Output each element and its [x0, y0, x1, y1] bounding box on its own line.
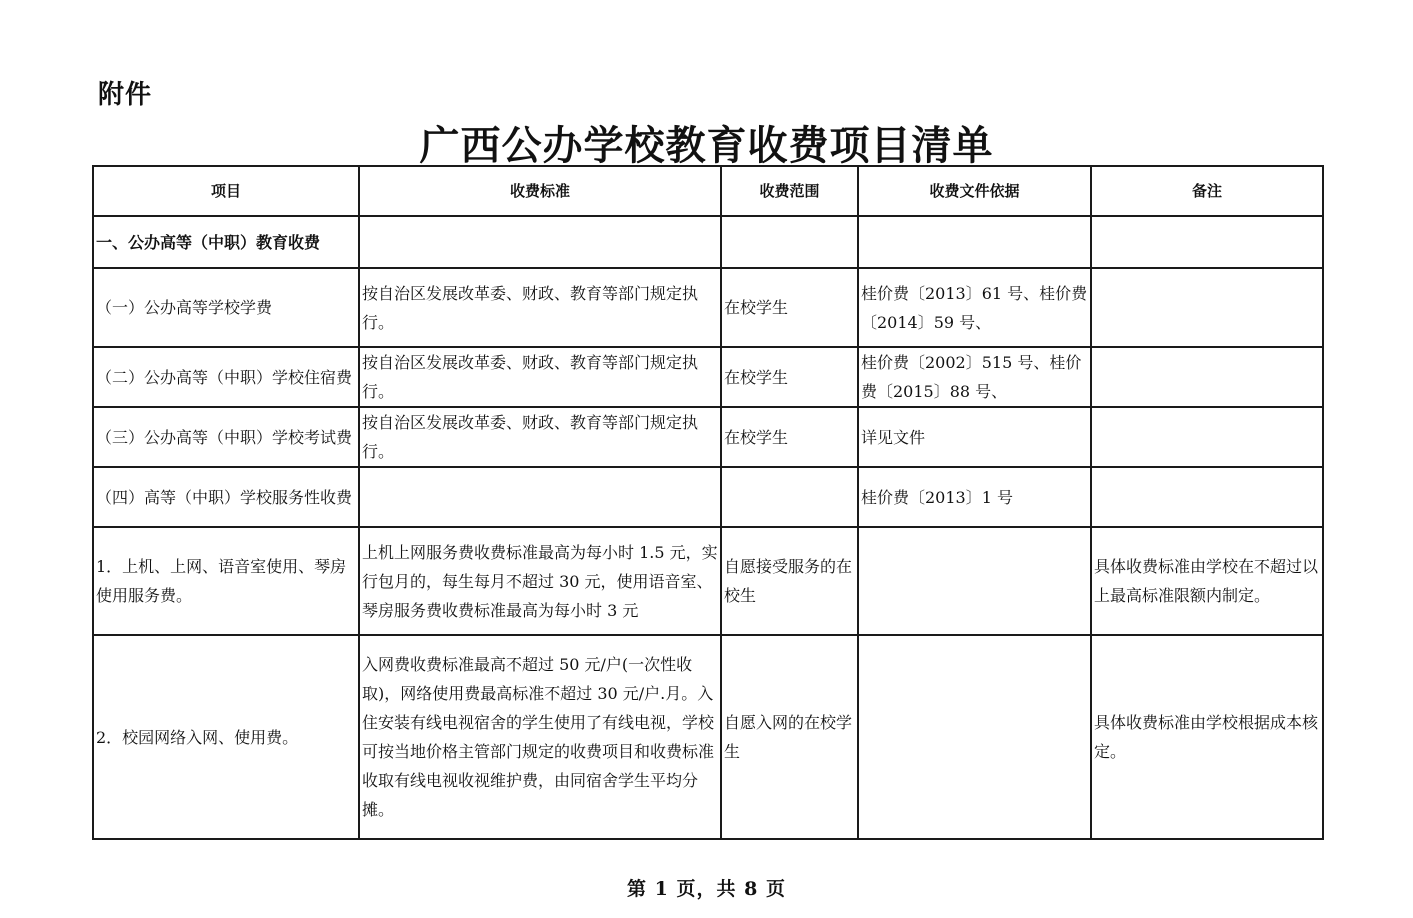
- category-cell: 一、公办高等（中职）教育收费: [93, 216, 359, 268]
- standard-cell: 按自治区发展改革委、财政、教育等部门规定执行。: [359, 347, 721, 407]
- header-standard: 收费标准: [359, 166, 721, 216]
- scope-cell: 自愿接受服务的在校生: [721, 527, 858, 635]
- item-cell: （二）公办高等（中职）学校住宿费: [93, 347, 359, 407]
- basis-cell: [858, 635, 1091, 839]
- table-row: [93, 216, 1323, 268]
- item-cell: （四）高等（中职）学校服务性收费: [93, 467, 359, 527]
- remarks-cell: [1091, 467, 1323, 527]
- scope-cell: 在校学生: [721, 407, 858, 467]
- remarks-cell: [1091, 407, 1323, 467]
- remarks-cell: 具体收费标准由学校在不超过以上最高标准限额内制定。: [1091, 527, 1323, 635]
- header-item: 项目: [93, 166, 359, 216]
- page-number: 第 1 页，共 8 页: [627, 878, 786, 900]
- table-row: [93, 467, 1323, 527]
- table-row: [93, 407, 1323, 467]
- header-remarks: 备注: [1091, 166, 1323, 216]
- basis-cell: 详见文件: [858, 407, 1091, 467]
- scope-cell: [721, 467, 858, 527]
- scope-cell: 自愿入网的在校学生: [721, 635, 858, 839]
- item-cell: 1．上机、上网、语音室使用、琴房使用服务费。: [93, 527, 359, 635]
- scope-cell: 在校学生: [721, 268, 858, 347]
- remarks-cell: [1091, 347, 1323, 407]
- remarks-cell: 具体收费标准由学校根据成本核定。: [1091, 635, 1323, 839]
- standard-cell: [359, 216, 721, 268]
- standard-cell: 按自治区发展改革委、财政、教育等部门规定执行。: [359, 407, 721, 467]
- table-row: [93, 635, 1323, 839]
- table-header-row: [93, 166, 1323, 216]
- item-cell: （一）公办高等学校学费: [93, 268, 359, 347]
- remarks-cell: [1091, 216, 1323, 268]
- basis-cell: 桂价费〔2002〕515 号、桂价费〔2015〕88 号、: [858, 347, 1091, 407]
- table-row: [93, 268, 1323, 347]
- standard-cell: 按自治区发展改革委、财政、教育等部门规定执行。: [359, 268, 721, 347]
- scope-cell: 在校学生: [721, 347, 858, 407]
- item-cell: （三）公办高等（中职）学校考试费: [93, 407, 359, 467]
- remarks-cell: [1091, 268, 1323, 347]
- basis-cell: 桂价费〔2013〕61 号、桂价费〔2014〕59 号、: [858, 268, 1091, 347]
- header-scope: 收费范围: [721, 166, 858, 216]
- table-row: [93, 347, 1323, 407]
- fee-table: [92, 165, 1324, 840]
- standard-cell: 上机上网服务费收费标准最高为每小时 1.5 元，实行包月的，每生每月不超过 30 元，使用语音室、琴房服务费收费标准最高为每小时 3 元: [359, 527, 721, 635]
- basis-cell: 桂价费〔2013〕1 号: [858, 467, 1091, 527]
- standard-cell: [359, 467, 721, 527]
- header-basis: 收费文件依据: [858, 166, 1091, 216]
- table-row: [93, 527, 1323, 635]
- basis-cell: [858, 216, 1091, 268]
- scope-cell: [721, 216, 858, 268]
- item-cell: 2．校园网络入网、使用费。: [93, 635, 359, 839]
- standard-cell: 入网费收费标准最高不超过 50 元/户(一次性收取)，网络使用费最高标准不超过 30 元/户.月。入住安装有线电视宿舍的学生使用了有线电视，学校可按当地价格主管部门规定的收费项目和收费标准收取有线电视收视维护费，由同宿舍学生平均分摊。: [359, 635, 721, 839]
- annex-label: 附件: [98, 80, 153, 110]
- basis-cell: [858, 527, 1091, 635]
- document-title: 广西公办学校教育收费项目清单: [419, 122, 994, 169]
